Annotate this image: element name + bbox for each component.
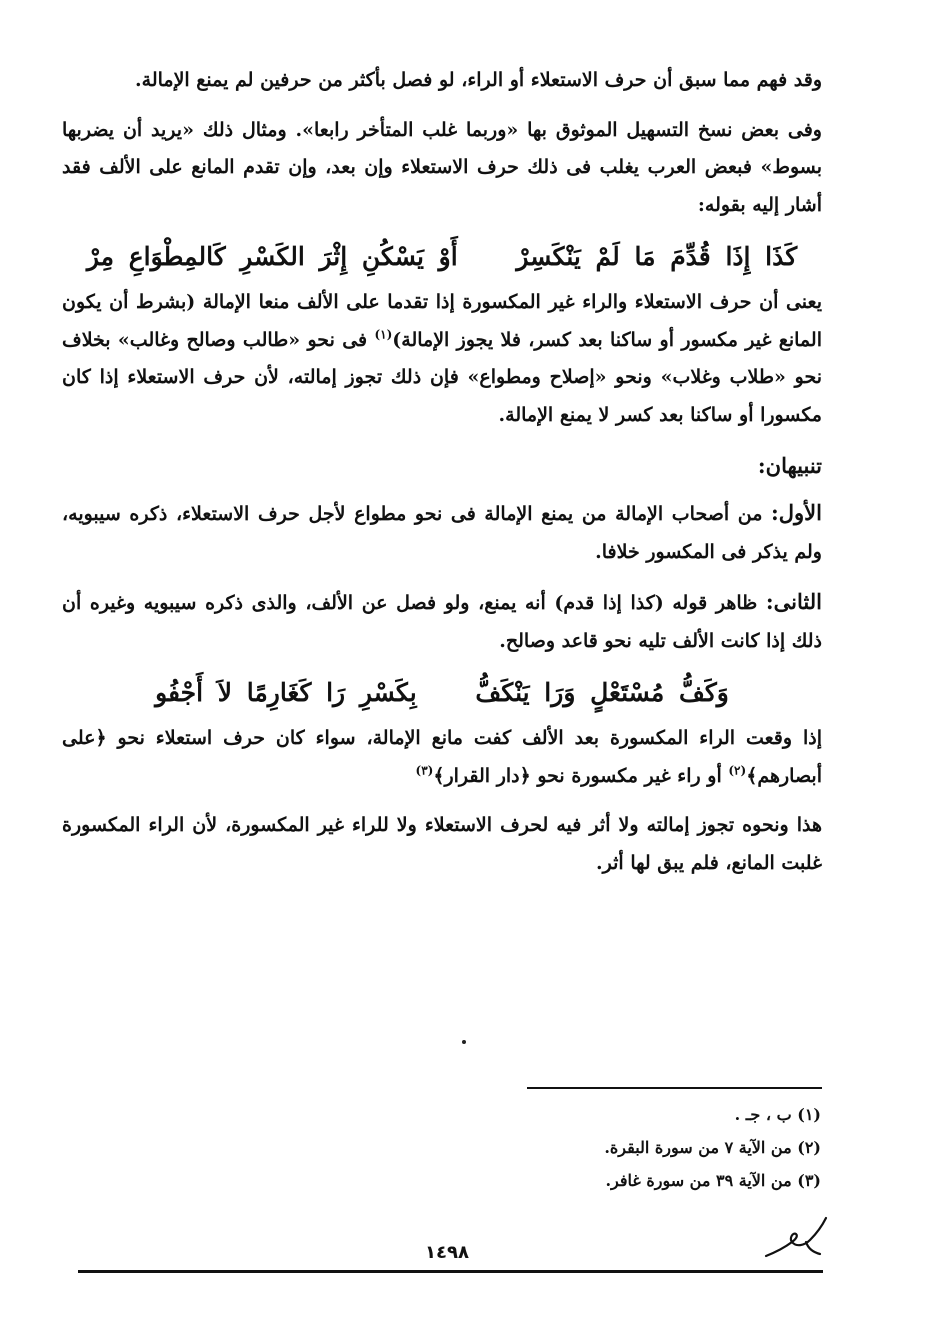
paragraph-1: وقد فهم مما سبق أن حرف الاستعلاء أو الراء، لو فصل بأكثر من حرفين لم يمنع الإمالة. — [135, 69, 822, 91]
verse-2 — [62, 672, 822, 714]
verse-1-first-hemistich: كَذَا إِذَا قُدِّمَ مَا لَمْ يَنْكَسِرْ — [516, 242, 798, 271]
paragraph-6-text-a: إذا وقعت الراء المكسورة بعد الألف كفت مانع الإمالة، سواء كان حرف استعلاء نحو ﴿على أبصارهم﴾ — [62, 727, 822, 787]
paragraph-7: هذا ونحوه تجوز إمالته ولا أثر فيه لحرف الاستعلاء ولا للراء غير المكسورة، لأن الراء المكسورة غلبت المانع، فلم يبق لها أثر. — [62, 814, 822, 874]
paragraph-3-text-b: فى نحو «طالب وصالح وغالب» بخلاف نحو «طلاب وغلاب» ونحو «إصلاح ومطواع» فإن ذلك تجوز إمالته، لأن حرف الاستعلاء إذا كان مكسورا أو ساكنا بعد كسر لا يمنع الإمالة. — [62, 328, 822, 426]
paragraph-3-text-a: يعنى أن حرف الاستعلاء والراء غير المكسورة إذا تقدما على الألف منعا الإمالة (بشرط أن يكون المانع غير مكسور أو ساكنا بعد كسر، فلا يجوز الإمالة) — [62, 291, 822, 351]
page-number: ١٤٩٨ — [425, 1242, 469, 1263]
footnote-ref-3: (٣) — [415, 763, 434, 778]
verse-2-second-hemistich: بِكَسْرِ رَا كَغَارِمًا لاَ أَجْفُو — [155, 678, 417, 707]
paragraph-6 — [62, 720, 822, 795]
paragraph-2: وفى بعض نسخ التسهيل الموثوق بها «وربما غلب المتأخر رابعا». ومثال ذلك «يريد أن يضربها بسوط» فبعض العرب يغلب فى ذلك حرف الاستعلاء وإن بعد، وإن تقدم المانع على الألف فقد أشار إليه بقوله: — [62, 118, 822, 216]
paragraph-4 — [62, 494, 822, 571]
signature-mark — [762, 1212, 832, 1268]
paragraph-5-text: ظاهر قوله (كذا إذا قدم) أنه يمنع، ولو فصل عن الألف، والذى ذكره سيبويه وغيره أن ذلك إذا كانت الألف تليه نحو قاعد وصالح. — [62, 592, 822, 652]
bottom-rule — [78, 1270, 823, 1273]
stray-dot — [462, 1040, 466, 1044]
paragraph-4-text: من أصحاب الإمالة من يمنع الإمالة فى نحو مطواع لأجل حرف الاستعلاء، ذكره سيبويه، ولم يذكر فى المكسور خلافا. — [62, 503, 822, 563]
footnote-2: (٢) من الآية ٧ من سورة البقرة. — [604, 1138, 821, 1157]
section-heading: تنبيهان: — [757, 453, 822, 478]
footnote-1: (١) ب ، جـ . — [734, 1105, 821, 1124]
paragraph-3 — [62, 284, 822, 434]
verse-2-first-hemistich: وَكَفُّ مُسْتَعْلٍ وَرَا يَنْكَفُّ — [475, 678, 729, 707]
footnote-separator — [527, 1087, 822, 1089]
paragraph-4-lead: الأول: — [771, 500, 822, 525]
footnotes — [421, 1098, 821, 1197]
paragraph-5 — [62, 583, 822, 660]
footnote-ref-2: (٢) — [728, 763, 747, 778]
paragraph-5-lead: الثانى: — [765, 589, 822, 614]
page-body — [62, 62, 822, 894]
verse-1-second-hemistich: أَوْ يَسْكُنِ إِثْرَ الكَسْرِ كَالمِطْوَاعِ مِرْ — [86, 242, 458, 271]
verse-1 — [62, 236, 822, 278]
footnote-ref-1: (١) — [374, 327, 393, 342]
paragraph-6-text-b: أو راء غير مكسورة نحو ﴿دار القرار﴾ — [433, 764, 729, 787]
footnote-3: (٣) من الآية ٣٩ من سورة غافر. — [605, 1171, 821, 1190]
